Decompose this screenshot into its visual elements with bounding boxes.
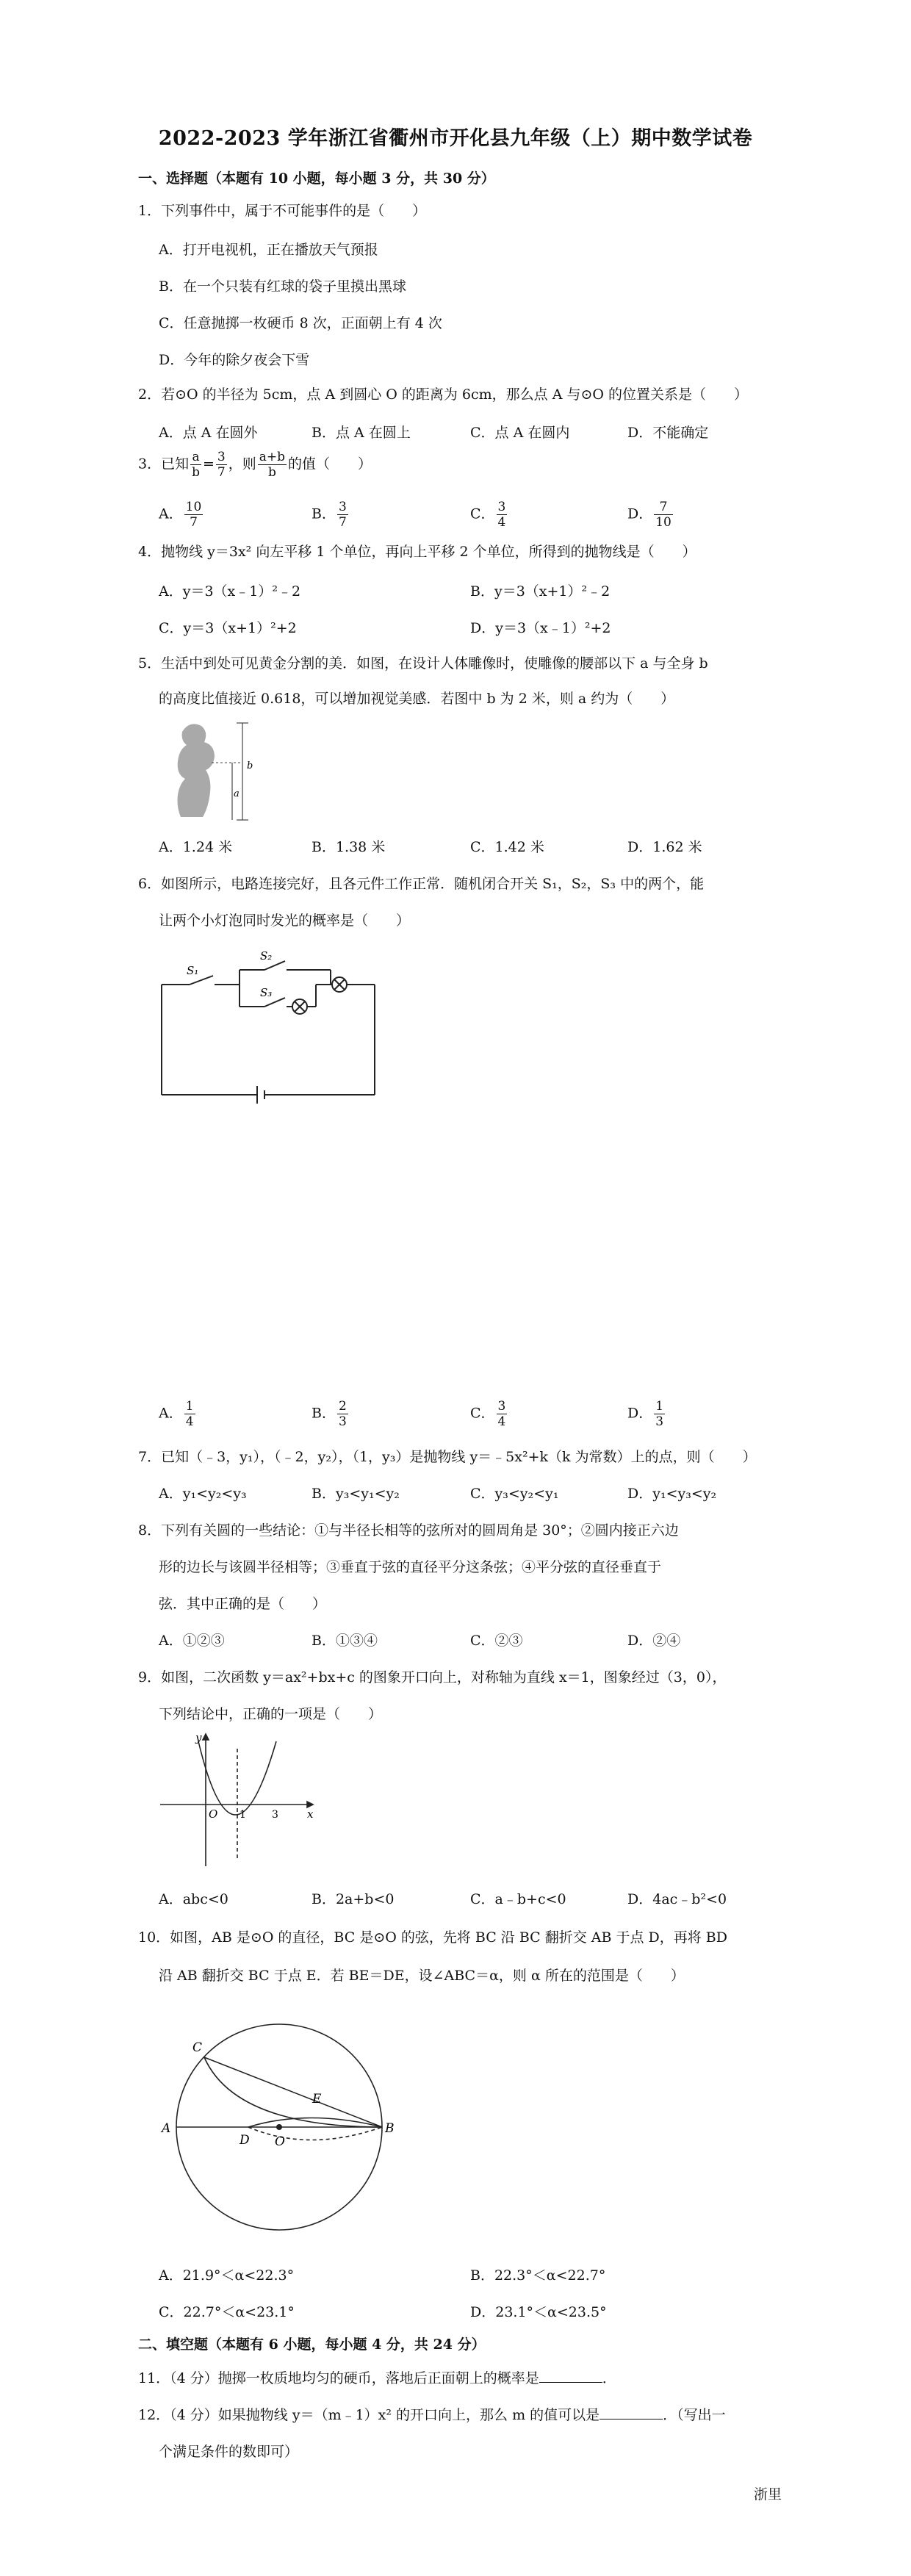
question-line-1: 5．生活中到处可见黄金分割的美．如图，在设计人体雕像时，使雕像的腰部以下 a 与全身 b [138, 655, 708, 672]
option-c: C．y₃<y₂<y₁ [470, 1486, 559, 1502]
option-c: C．任意抛掷一枚硬币 8 次，正面朝上有 4 次 [159, 315, 442, 331]
question-line-1: 8．下列有关圆的一些结论：①与半径长相等的弦所对的圆周角是 30°；②圆内接正六边 [138, 1522, 679, 1539]
option-a: A．点 A 在圆外 [159, 425, 258, 441]
arc-bd-dashed [248, 2127, 382, 2140]
tick-1: 1 [240, 1809, 246, 1821]
label-b: b [247, 760, 253, 771]
option-b: B．22.3°＜α<22.7° [470, 2267, 606, 2284]
answer-blank[interactable] [599, 2407, 663, 2420]
label-b: B [385, 2121, 395, 2136]
option-a: A．1.24 米 [159, 839, 233, 855]
option-d: D．今年的除夕夜会下雪 [159, 352, 310, 368]
option-d: D． $\frac{1}{3}$ [627, 1399, 664, 1429]
tick-3: 3 [272, 1809, 278, 1821]
question-line-2: 让两个小灯泡同时发光的概率是（ ） [159, 913, 411, 929]
label-o: O [275, 2134, 285, 2149]
option-c: C． $\frac{3}{4}$ [470, 500, 506, 530]
page-title: 2022-2023 学年浙江省衢州市开化县九年级（上）期中数学试卷 [158, 127, 753, 150]
question-stem: 7．已知（﹣3，y₁），（﹣2，y₂），（1，y₃）是抛物线 y＝﹣5x²+k（k 为常数）上的点，则（ ） [138, 1449, 757, 1465]
question-line-1: 12．（4 分）如果抛物线 y＝（m﹣1）x² 的开口向上，那么 m 的值可以是 ．（写出一 [138, 2407, 726, 2423]
option-d: D．②④ [627, 1633, 681, 1649]
fraction-3-7 [216, 450, 227, 480]
numerator: a [190, 450, 201, 465]
fraction-a-over-b [190, 450, 201, 480]
question-line-3: 弦．其中正确的是（ ） [159, 1596, 327, 1612]
option-b: B．y＝3（x+1）²﹣2 [470, 583, 611, 600]
option-c: C．②③ [470, 1633, 523, 1649]
label-a: a [234, 788, 240, 799]
question-stem: 1．下列事件中，属于不可能事件的是（ ） [138, 203, 427, 219]
option-b: B．点 A 在圆上 [312, 425, 411, 441]
question-line-2: 形的边长与该圆半径相等；③垂直于弦的直径平分这条弦；④平分弦的直径垂直于 [159, 1559, 662, 1575]
stem-prefix: 3．已知 [138, 456, 190, 472]
label-origin: O [209, 1807, 218, 1821]
option-a: A．打开电视机，正在播放天气预报 [159, 242, 378, 258]
equals-sign: = [202, 456, 215, 472]
option-d: D．4ac﹣b²<0 [627, 1891, 727, 1907]
option-a: A．y＝3（x﹣1）²﹣2 [159, 583, 301, 600]
question-stem: 2．若⊙O 的半径为 5cm，点 A 到圆心 O 的距离为 6cm，那么点 A 与⊙O 的位置关系是（ ） [138, 386, 748, 403]
option-b: B．1.38 米 [312, 839, 386, 855]
option-c: C． $\frac{3}{4}$ [470, 1399, 506, 1429]
question-11: 11．（4 分）抛掷一枚质地均匀的硬币，落地后正面朝上的概率是 ． [138, 2370, 616, 2386]
option-a: A．y₁<y₂<y₃ [159, 1486, 247, 1502]
stem-tail: 的值（ ） [288, 456, 372, 472]
option-b: B．在一个只装有红球的袋子里摸出黑球 [159, 278, 406, 295]
statue-figure [160, 717, 278, 827]
question-stem: 11．（4 分）抛掷一枚质地均匀的硬币，落地后正面朝上的概率是 [138, 2370, 539, 2386]
option-c: C．a﹣b+c<0 [470, 1891, 566, 1907]
denominator: b [267, 465, 276, 480]
question-stem [138, 450, 372, 480]
question-line-2: 个满足条件的数即可） [159, 2444, 299, 2460]
label-c: C [192, 2040, 203, 2055]
section-fill-heading: 二、填空题（本题有 6 小题，每小题 4 分，共 24 分） [138, 2336, 486, 2353]
label-y: y [195, 1731, 202, 1744]
parabola-graph [156, 1727, 325, 1874]
section-choice-heading: 一、选择题（本题有 10 小题，每小题 3 分，共 30 分） [138, 170, 495, 187]
question-line-2: 下列结论中，正确的一项是（ ） [159, 1706, 383, 1722]
option-b: B．2a+b<0 [312, 1891, 395, 1907]
option-a: A． $\frac{10}{7}$ [159, 500, 202, 530]
label-a: A [162, 2121, 171, 2136]
answer-blank[interactable] [539, 2370, 602, 2383]
option-b: B．y₃<y₁<y₂ [312, 1486, 400, 1502]
question-line-1: 9．如图，二次函数 y＝ax²+bx+c 的图象开口向上，对称轴为直线 x＝1，图象经过（3，0）， [138, 1669, 727, 1685]
option-d: D．y₁<y₃<y₂ [627, 1486, 717, 1502]
denominator: b [192, 465, 200, 480]
option-c: C．点 A 在圆内 [470, 425, 570, 441]
label-s2: S₂ [260, 949, 273, 963]
center-dot [276, 2124, 282, 2130]
option-b: B． $\frac{2}{3}$ [312, 1399, 347, 1429]
option-a: A．①②③ [159, 1633, 225, 1649]
option-d: D．y＝3（x﹣1）²+2 [470, 620, 611, 636]
chord-bc [204, 2057, 382, 2127]
fraction-aplusb-over-b [258, 450, 287, 480]
question-line-1: 10．如图，AB 是⊙O 的直径，BC 是⊙O 的弦，先将 BC 沿 BC 翻折交 AB 于点 D，再将 BD [138, 1929, 727, 1946]
question-line-1: 6．如图所示，电路连接完好，且各元件工作正常．随机闭合开关 S₁，S₂，S₃ 中的两个，能 [138, 876, 705, 892]
question-stem: 4．抛物线 y＝3x² 向左平移 1 个单位，再向上平移 2 个单位，所得到的抛物线是（ ） [138, 544, 696, 560]
option-d: D．不能确定 [627, 425, 709, 441]
option-a: A．21.9°＜α<22.3° [159, 2267, 295, 2284]
label-d: D [240, 2133, 250, 2148]
circuit-diagram [154, 948, 389, 1124]
denominator: 7 [217, 465, 226, 480]
question-line-2: 沿 AB 翻折交 BC 于点 E．若 BE＝DE，设∠ABC＝α，则 α 所在的范围是（ ） [159, 1968, 685, 1984]
question-line-2: 的高度比值接近 0.618，可以增加视觉美感．若图中 b 为 2 米，则 a 约为（ ） [159, 691, 675, 707]
label-e: E [312, 2092, 322, 2107]
option-d: D．23.1°＜α<23.5° [470, 2304, 607, 2320]
option-c: C．22.7°＜α<23.1° [159, 2304, 295, 2320]
option-d: D．1.62 米 [627, 839, 702, 855]
label-x: x [307, 1807, 314, 1821]
footer-brand: 浙里 [753, 2486, 782, 2503]
numerator: 3 [217, 450, 226, 464]
option-c: C．1.42 米 [470, 839, 544, 855]
statue-silhouette [178, 724, 215, 817]
option-a: A． $\frac{1}{4}$ [159, 1399, 194, 1429]
stem-mid: ，则 [228, 456, 256, 472]
label-s1: S₁ [187, 964, 199, 977]
option-d: D． $\frac{7}{10}$ [627, 500, 671, 530]
label-s3: S₃ [260, 986, 273, 999]
numerator: a+b [259, 450, 286, 464]
option-a: A．abc<0 [159, 1891, 228, 1907]
circle-fold-figure [154, 1998, 404, 2248]
option-b: B． $\frac{3}{7}$ [312, 500, 347, 530]
option-b: B．①③④ [312, 1633, 378, 1649]
option-c: C．y＝3（x+1）²+2 [159, 620, 297, 636]
